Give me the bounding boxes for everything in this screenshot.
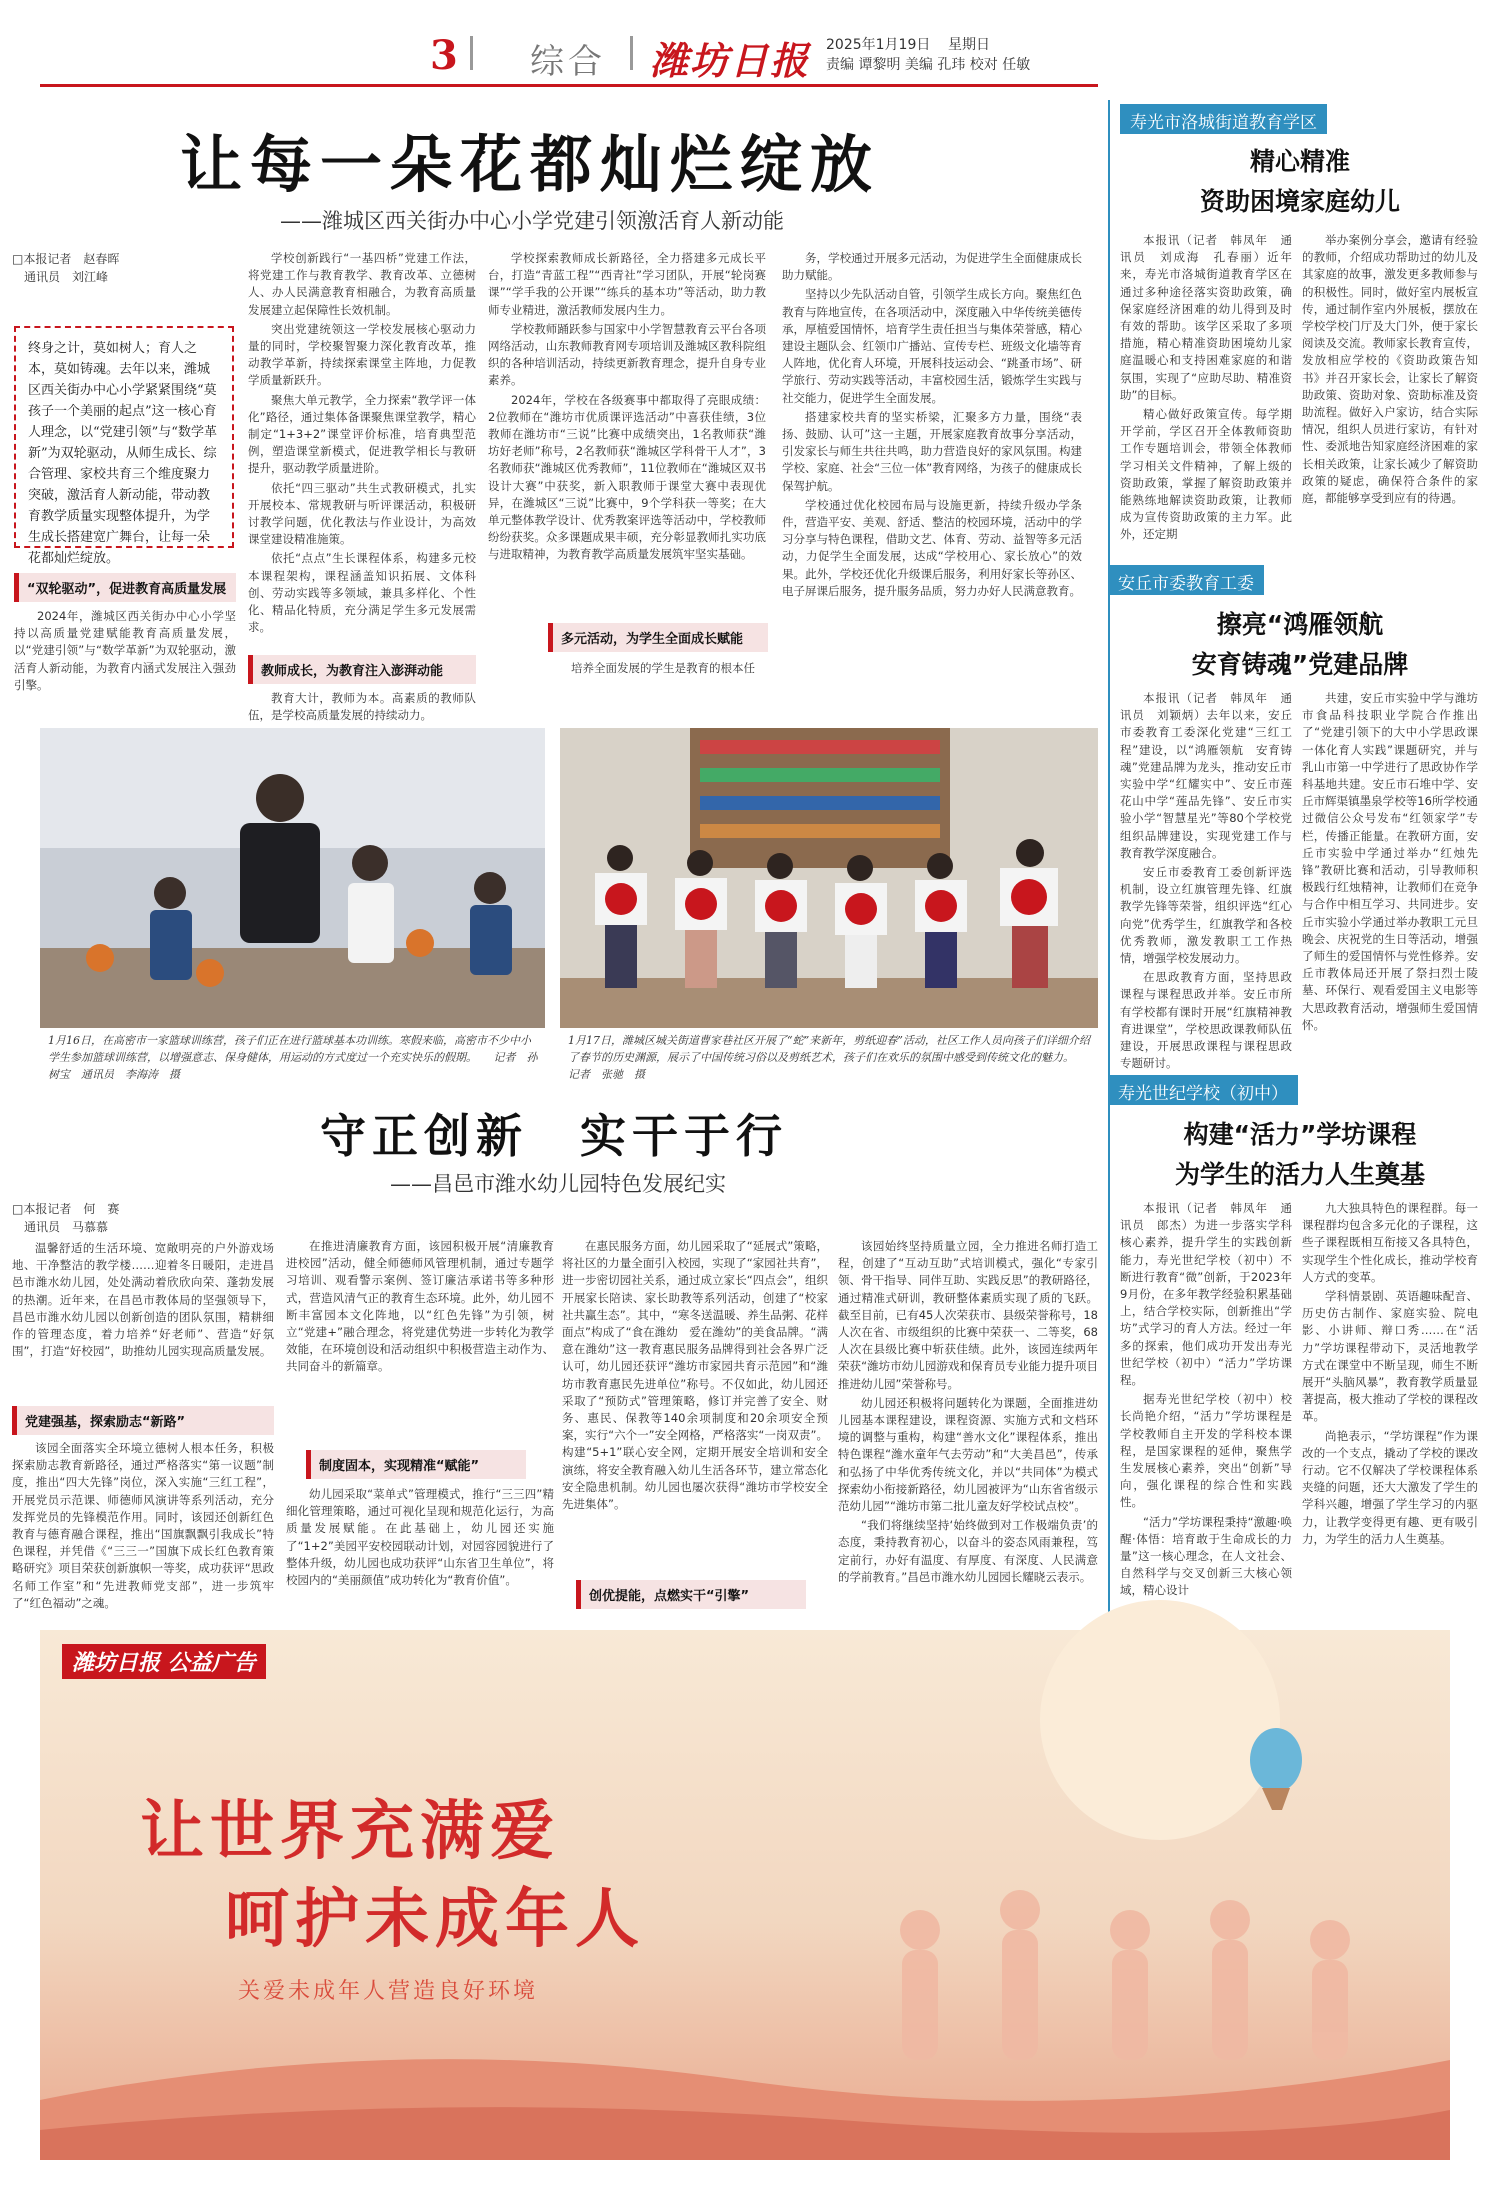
- story2-title: 守正创新 实干于行: [320, 1109, 788, 1163]
- side3-title: 构建“活力”学坊课程 为学生的活力人生奠基: [1174, 1120, 1425, 1189]
- page-number: 3: [430, 32, 458, 79]
- story1-subhead-1: “双轮驱动”，促进教育高质量发展: [14, 573, 236, 602]
- story1-column-2b: 教育大计，教师为本。高素质的教师队伍，是学校高质量发展的持续动力。: [248, 691, 476, 723]
- basketball-photo-caption: 1月16日，在高密市一家篮球训练营，孩子们正在进行篮球基本功训练。寒假来临，高密市不少中小学生参加篮球训练营，以增强意志、保身健体，用运动的方式度过一个充实快乐的假期。 记者 孙树宝 通讯员 李海涛 摄: [48, 1034, 538, 1081]
- papercut-photo-caption: 1月17日，潍城区城关街道曹家巷社区开展了“蛇”来新年，剪纸迎春”活动，社区工作人员向孩子们详细介绍了春节的历史渊源，展示了中国传统习俗以及剪纸艺术，孩子们在欢乐的氛围中感受到传统文化的魅力。 记者 张驰 摄: [568, 1034, 1091, 1081]
- story2-subtitle: ——昌邑市潍水幼儿园特色发展纪实: [390, 1172, 726, 1196]
- ad-headline-1: 让世界充满爱: [140, 1794, 560, 1869]
- story1-subtitle: ——潍城区西关街办中心小学党建引领激活育人新动能: [280, 209, 784, 233]
- side1-column-1: 本报讯（记者 韩凤年 通讯员 刘成海 孔春丽）近年来，寿光市洛城街道教育学区在通过多种途径落实资助政策，确保家庭经济困难的幼儿得到及时有效的帮助。该学区采取了多项措施，精心精准资助困境幼儿家庭温暖心和支持困难家庭的和谐氛围，实现了“应助尽助、精准资助”的目标。 精心做好政策宣传。每学期开学前，学区召开全体教师资助工作专题培训会，带领全体教师学习相关文件精神，了解上级的资助政策，掌握了解资助政策并能熟练地解读资助政策，让教师成为宣传资助政策的主力军。此外，还定期: [1120, 233, 1292, 542]
- side1-tag: 寿光市洛城街道教育学区: [1120, 104, 1327, 134]
- ad-logo: 潍坊日报 公益广告: [62, 1644, 266, 1679]
- section-name: 综合: [530, 42, 606, 82]
- story2-column-4: 该园始终坚持质量立园，全力推进名师打造工程，创建了“互动互助”式培训模式，强化“专家引领、骨干指导、同伴互助、实践反思”的教研路径，通过精准式研训，教研整体素质实现了质的飞跃。截至目前，已有45人次荣获市、县级荣誉称号，18人次在省、市级组织的比赛中荣获一、二等奖，68人次在县级比赛中斩获佳绩。此外，该园连续两年荣获“潍坊市幼儿园游戏和保育员专业能力提升项目推进幼儿园”荣誉称号。 幼儿园还积极将问题转化为课题，全面推进幼儿园基本课程建设，课程资源、实施方式和文档环境的调整与重构，构建“善水文化”课程体系，推出特色课程“潍水童年气去劳动”和“大美昌邑”，传承和弘扬了中华优秀传统文化，并以“共同体”为模式探索幼小衔接新路径，幼儿园被评为“山东省省级示范幼儿园”“潍坊市第二批儿童友好学校试点校”。 “我们将继续坚持‘始终做到对工作极端负责’的态度，秉持教育初心，以奋斗的姿态风雨兼程，笃定前行，办好有温度、有厚度、有深度、人民满意的学前教育。”昌邑市潍水幼儿园园长耀晓云表示。: [838, 1239, 1098, 1584]
- issue-weekday: 星期日: [948, 37, 990, 53]
- header-divider: [470, 36, 473, 70]
- story1-subhead-2: 教师成长，为教育注入澎湃动能: [248, 655, 476, 684]
- side1-title: 精心精准 资助困境家庭幼儿: [1199, 147, 1400, 216]
- side1-column-2: 举办案例分享会，邀请有经验的教师，介绍成功帮助过的幼儿及其家庭的故事，激发更多教师参与的积极性。同时，做好室内展板宣传，通过制作室内外展板，摆放在学校学校门厅及大门外，便于家长阅读及交流。教师家长教育宣传，发放相应学校的《资助政策告知书》并召开家长会，让家长了解资助政策、资助对象、资助标准及资助流程。做好入户家访，结合实际情况，组织人员进行家访，有针对性、委派地告知家庭经济困难的家长相关政策，让家长减少了解资助政策的疑虑，确保符合条件的家庭，都能够享受到应有的待遇。: [1302, 233, 1478, 506]
- story2-column-1: 温馨舒适的生活环境、宽敞明亮的户外游戏场地、干净整洁的教学楼……迎着冬日暖阳，走进昌邑市潍水幼儿园，处处满动着欣欣向荣、蓬勃发展的热潮。近年来，在昌邑市教体局的坚强领导下，昌邑市潍水幼儿园以创新创造的团队氛围，精耕细作的管理态度，着力培养“好老师”、营造“好氛围”，打造“好校园”，助推幼儿园实现高质量发展。: [12, 1241, 274, 1359]
- story2-subhead-1: 党建强基，探索励志“新路”: [12, 1406, 274, 1435]
- story1-column-2: 学校创新践行“一基四桥”党建工作法，将党建工作与教育教学、教育改革、立德树人、办人民满意教育相融合，为教育高质量发展建立起保障性长效机制。 突出党建统领这一学校发展核心驱动力量的同时，学校聚智聚力深化教育改革，推动教学革新，持续探索课堂主阵地，力促教学质量新跃升。 聚焦大单元教学，全力探索“教学评一体化”路径，通过集体备课聚焦课堂教学，精心制定“1+3+2”课堂评价标准，培育典型范例，塑造课堂新模式，促进教学相长与教研提升，驱动教学质量进阶。 依托“四三驱动”共生式教研模式，扎实开展校本、常规教研与听评课活动，积极研讨教学问题，优化教法与作业设计，为高效课堂建设精准施策。 依托“点点”生长课程体系，构建多元校本课程架构，课程涵盖知识拓展、文体科创、劳动实践等多领域，兼具多样化、个性化、精品化特质，充分满足学生多元发展需求。: [248, 251, 476, 635]
- story1-column-3b: 培养全面发展的学生是教育的根本任: [571, 661, 755, 675]
- story1-column-1: 2024年，潍城区西关街办中心小学坚持以高质量党建赋能教育高质量发展，以“党建引领”与“数学革新”为双轮驱动，激活育人新动能，为教育内涵式发展注入强劲引擎。: [14, 609, 236, 692]
- sidebar-divider: [1108, 100, 1110, 1620]
- basketball-photo: [40, 728, 545, 1028]
- story1-column-4: 务，学校通过开展多元活动，为促进学生全面健康成长助力赋能。 坚持以少先队活动自管，引领学生成长方向。聚焦红色教育与阵地宣传，在各项活动中，深度融入中华传统美德传承，厚植爱国情怀，培育学生责任担当与集体荣誉感，精心建设主题队会、红领巾广播站、宣传专栏、班级文化墙等育人阵地，优化育人环境，开展科技运动会、“跳蚤市场”、研学旅行、劳动实践等活动，丰富校园生活，锻炼学生实践与社交能力，促进学生全面发展。 搭建家校共育的坚实桥梁，汇聚多方力量，围绕“表扬、鼓励、认可”这一主题，开展家庭教育故事分享活动，引发家长与师生共往共鸣，助力营造良好的家风氛围。构建学校、家庭、社会“三位一体”教育网络，为孩子的健康成长保驾护航。 学校通过优化校园布局与设施更新，持续升级办学条件，营造平安、美观、舒适、整洁的校园环境，活动中的学习分享与特色课程，借助文艺、体育、劳动、益智等多元活动，力促学生全面发展，达成“学校用心、家长放心”的效果。此外，学校还优化升级课后服务，利用好家长等孙区、电子屏课后服务，提升服务品质，努力办好人民满意教育。: [782, 251, 1082, 598]
- side2-column-1: 本报讯（记者 韩凤年 通讯员 刘颖炳）去年以来，安丘市委教育工委深化党建“三红工程”建设，以“鸿雁领航 安育铸魂”党建品牌为龙头，推动安丘市实验中学“红耀实中”、安丘市莲花山中学“莲品先锋”、安丘市实验小学“智慧星光”等80个学校党组织品牌建设，实现党建工作与教育教学深度融合。 安丘市委教育工委创新评选机制，设立红旗管理先锋、红旗教学先锋等荣誉，组织评选“红心向党”优秀学生，红旗教学和各校优秀教师，激发教职工工作热情，增强学校发展动力。 在思政教育方面，坚持思政课程与课程思政并举。安丘市所有学校都有课时开展“红旗精神教育进课堂”，学校思政课教师队伍建设，开展思政课程与课程思政专题研讨。: [1120, 691, 1292, 1071]
- story2-column-2b: 幼儿园采取“菜单式”管理模式，推行“三三四”精细化管理策略，通过可视化呈现和规范化运行，为高质量发展赋能。在此基础上，幼儿园还实施了“1+2”美园平安校园联动计划，对园容园貌进行了整体升级，幼儿园也成功获评“山东省卫生单位”，将校园内的“美丽颜值”成功转化为“教育价值”。: [286, 1487, 554, 1588]
- story1-title: 让每一朵花都灿烂绽放: [180, 128, 881, 201]
- editor-credits: 责编 谭黎明 美编 孔玮 校对 任敏: [826, 57, 1031, 73]
- ad-subline: 关爱未成年人营造良好环境: [238, 1979, 539, 2004]
- story2-subhead-3: 创优提能，点燃实干“引擎”: [576, 1580, 806, 1609]
- header-rule: [40, 84, 1098, 87]
- story2-byline: □本报记者 何 赛 通讯员 马慕慕: [12, 1202, 120, 1234]
- story2-column-3: 在惠民服务方面，幼儿园采取了“延展式”策略，将社区的力量全面引入校园，实现了“家园社共育”，进一步密切园社关系，通过成立家长“四点会”，组织开展家长陪读、家长助教等系列活动，创建了“校家社共赢生态”。其中，“寒冬送温暖、养生品粥、花样面点”构成了“食在潍幼 爱在潍幼”的美食品牌。“满意在潍幼”这一教育惠民服务品牌得到社会各界广泛认可，幼儿园还获评“潍坊市家园共育示范园”和“潍坊市教育惠民先进单位”称号。不仅如此，幼儿园还采取了“预防式”管理策略，修订并完善了安全、财务、惠民、保教等140余项制度和20余项安全预案，实行“六个一”安全网格，严格落实“一岗双责”。构建“5+1”联心安全网，定期开展安全培训和安全演练，将安全教育融入幼儿生活各环节，建立常态化安全隐患机制。幼儿园也屡次获得“潍坊市学校安全先进集体”。: [562, 1239, 828, 1512]
- story2-column-2: 在推进清廉教育方面，该园积极开展“清廉教育进校园”活动，健全师德师风管理机制，通过专题学习培训、观看警示案例、签订廉洁承诺书等多种形式，营造风清气正的教育生态环境。此外，幼儿园不断丰富园本文化阵地，以“红色先锋”为引领，树立“党建+”融合理念，将党建优势进一步转化为教学效能，在环境创设和活动组织中积极营造主动作为、共同奋斗的新篇章。: [286, 1239, 554, 1374]
- ad-headline-2: 呵护未成年人: [225, 1882, 645, 1957]
- side3-column-1: 本报讯（记者 韩凤年 通讯员 郎杰）为进一步落实学科核心素养，提升学生的实践创新能力，寿光世纪学校（初中）不断进行教育“微”创新，于2023年9月份，在多年教学经验积累基础上，结合学校实际，创新推出“学坊”式学习的育人方法。经过一年多的探索，他们成功开发出寿光世纪学校（初中）“活力”学坊课程。 据寿光世纪学校（初中）校长尚艳介绍，“活力”学坊课程是学校教师自主开发的学科校本课程，是国家课程的延伸，聚焦学生发展核心素养，突出“创新”导向，强化课程的综合性和实践性。 “活力”学坊课程秉持“激趣·唤醒·体悟：培育敢于生命成长的力量”这一核心理念，在人文社会、自然科学与交叉创新三大核心领域，精心设计: [1120, 1201, 1292, 1598]
- public-service-ad: [40, 1630, 1450, 2160]
- papercut-photo: [560, 728, 1098, 1028]
- story1-lead: 终身之计，莫如树人；育人之本，莫如铸魂。去年以来，潍城区西关街办中心小学紧紧围绕“莫孩子一个美丽的起点”这一核心育人理念，以“党建引领”与“数学革新”为双轮驱动，从师生成长、综合管理、家校共育三个维度聚力突破，激活育人新动能，带动教育教学质量实现整体提升，为学生成长搭建宽广舞台，让每一朵花都灿烂绽放。: [14, 326, 234, 548]
- header-divider: [630, 36, 633, 70]
- story1-subhead-3: 多元活动，为学生全面成长赋能: [548, 623, 768, 652]
- story2-column-1b: 该园全面落实全环境立德树人根本任务，积极探索励志教育新路径，通过严格落实“第一议题”制度，推出“四大先锋”岗位，深入实施“三红工程”，开展党员示范课、师德师风演讲等系列活动，充分发挥党员的先锋模范作用。同时，该园还创新红色教育与德育融合课程，推出“国旗飘飘引我成长”特色课程，并凭借《“三三一”国旗下成长红色教育策略研究》项目荣获创新旗帜一等奖，成功获评“思政名师工作室”和“先进教师党支部”，进一步筑牢了“红色福动”之魂。: [12, 1441, 274, 1610]
- side3-column-2: 九大独具特色的课程群。每一课程群均包含多元化的子课程，这些子课程既相互衔接又各具特色，实现学生个性化成长，推动学校育人方式的变革。 学科情景剧、英语趣味配音、历史仿古制作、家庭实验、院电影、小讲师、辩口秀……在“活力”学坊课程带动下，灵活地教学方式在课堂中不断呈现，师生不断展开“头脑风暴”，教育教学质量显著提高，极大推动了学校的课程改革。 尚艳表示，“学坊课程”作为课改的一个支点，撬动了学校的课改行动。它不仅解决了学校课程体系夹缝的问题，还大大激发了学生的学科兴趣，增强了学生学习的内驱力，让教学变得更有趣、更有吸引力，为学生的活力人生奠基。: [1302, 1201, 1478, 1546]
- side2-title: 擦亮“鸿雁领航 安育铸魂”党建品牌: [1191, 610, 1409, 679]
- story1-byline: □本报记者 赵春晖 通讯员 刘江峰: [12, 252, 120, 284]
- side3-tag: 寿光世纪学校（初中）: [1108, 1075, 1298, 1105]
- story1-column-3: 学校探索教师成长新路径，全力搭建多元成长平台，打造“青蓝工程”“西青社”学习团队，开展“轮岗赛课”“学手我的公开课”“练兵的基本功”等活动，助力教师专业精进，激活教师发展内生力。 学校教师踊跃参与国家中小学智慧教育云平台各项网络活动，山东教师教育网专项培训及潍城区教科院组织的各种培训活动，持续更新教育理念，提升自身专业素养。 2024年，学校在各级赛事中都取得了亮眼成绩：2位教师在“潍坊市优质课评选活动”中喜获佳绩，3位教师在潍坊市“三说”比赛中成绩突出，1名教师获“潍坊好老师”称号，2名教师获“潍城区学科骨干人才”，3名教师获“潍城区优秀教师”，11位教师在“潍城区双书设计大赛”中获奖，新入职教师于课堂大赛中表现优异，在潍城区“三说”比赛中，9个学科获一等奖；在大单元整体教学设计、优秀教案评选等活动中，学校教师纷纷获奖。众多课题成果丰硕，充分彰显教师扎实功底与进取精神，为教育教学高质量发展筑牢坚实基础。: [488, 251, 766, 562]
- story2-subhead-2: 制度固本，实现精准“赋能”: [306, 1450, 526, 1479]
- side2-column-2: 共建，安丘市实验中学与潍坊市食品科技职业学院合作推出了“党建引领下的大中小学思政课一体化育人实践”课题研究，并与乳山市第一中学进行了思政协作学科基地共建。安丘市石堆中学、安丘市辉渠镇墨泉学校等16所学校通过微信公众号发布“红领家学”专栏，传播正能量。在教研方面，安丘市实验中学通过举办“红烛先锋”教研比赛和活动，引导教师积极践行红烛精神，让教师们在竞争与合作中相互学习、共同进步。安丘市实验小学通过举办教职工元旦晚会、庆祝党的生日等活动，增强了师生的爱国情怀与党性修养。安丘市教体局还开展了祭扫烈士陵墓、环保行、观看爱国主义电影等大思政教育活动，增强师生爱国情怀。: [1302, 691, 1478, 1032]
- newspaper-logo: 潍坊日报: [650, 39, 811, 83]
- issue-date: 2025年1月19日: [826, 37, 931, 53]
- side2-tag: 安丘市委教育工委: [1108, 565, 1264, 595]
